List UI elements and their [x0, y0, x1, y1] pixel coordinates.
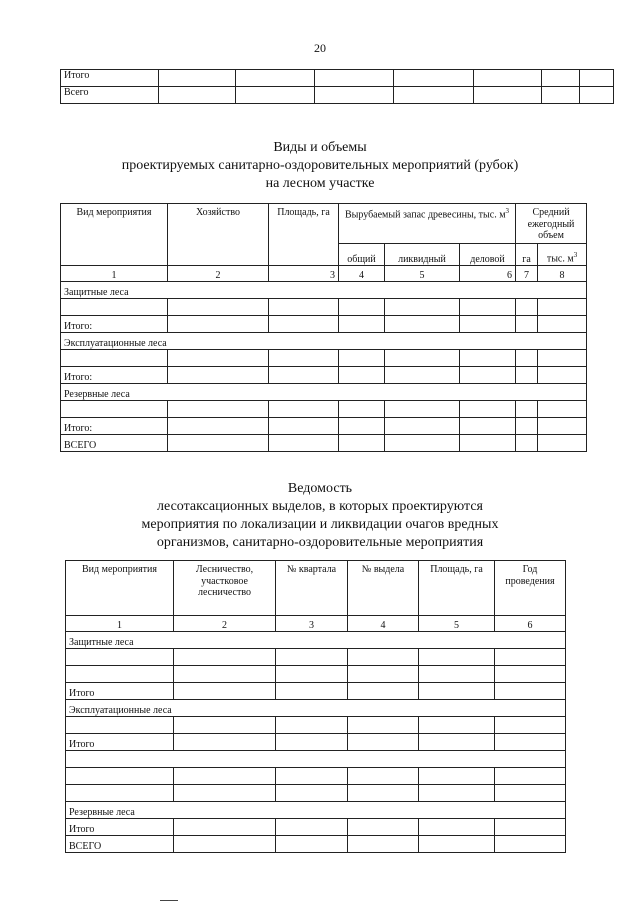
table-row: [61, 87, 614, 104]
col-header-total: общий: [339, 244, 385, 266]
table-row: [66, 819, 566, 836]
col-header-area: Площадь, га: [419, 561, 495, 616]
subtotal-label: Итого: [66, 734, 174, 751]
subtotal-label: Итого:: [61, 418, 168, 435]
col-header-business: деловой: [460, 244, 516, 266]
table-row: [66, 751, 566, 768]
carryover-table: [60, 69, 614, 104]
col-header-measure: Вид мероприятия: [61, 204, 168, 266]
section-operational: Эксплуатационные леса: [61, 333, 587, 350]
subtotal-label: Итого:: [61, 316, 168, 333]
section-reserve: Резервные леса: [61, 384, 587, 401]
col-header-plot: № выдела: [348, 561, 419, 616]
section-protective: Защитные леса: [66, 632, 566, 649]
col-header-volume-group: Вырубаемый запас древесины, тыс. $м^3$: [339, 204, 516, 244]
table-row: [61, 401, 587, 418]
subtotal-label: Итого: [66, 683, 174, 700]
col-header-measure: Вид мероприятия: [66, 561, 174, 616]
section-operational: Эксплуатационные леса: [66, 700, 566, 717]
table-row: [66, 768, 566, 785]
table-row: [66, 785, 566, 802]
col-header-annual-avg: Средний ежегодный объем: [516, 204, 587, 244]
table-row: [61, 299, 587, 316]
table-row: [66, 666, 566, 683]
table-row: [66, 717, 566, 734]
column-number-row: 1 2 3 4 5 6: [66, 616, 566, 632]
forest-plots-table: [65, 560, 566, 853]
table-row: [61, 435, 587, 452]
col-header-thousand-m3: тыс. $м^3$: [538, 244, 587, 266]
table-row: [66, 734, 566, 751]
col-header-liquid: ликвидный: [385, 244, 460, 266]
row-label: Итого: [61, 70, 159, 87]
col-header-farm: Хозяйство: [168, 204, 269, 266]
scan-mark: [160, 900, 178, 901]
table2-title: Ведомость лесотаксационных выделов, в которых проектируются мероприятия по локализации и ликвидации очагов вредных организмов, санитарно-оздоровительные мероприятия: [141, 481, 499, 550]
col-header-year: Год проведения: [495, 561, 566, 616]
table-row: [61, 350, 587, 367]
col-header-forestry: Лесничество, участковое лесничество: [174, 561, 276, 616]
col-header-quarter: № квартала: [276, 561, 348, 616]
table1-title: Виды и объемы проектируемых санитарно-оздоровительных мероприятий (рубок) на лесном участке: [121, 140, 519, 191]
col-header-area: Площадь, га: [269, 204, 339, 266]
column-number-row: 1 2 3 4 5 6 7 8: [61, 266, 587, 282]
subtotal-label: Итого:: [61, 367, 168, 384]
table-row: [61, 418, 587, 435]
table-row: [66, 836, 566, 853]
table-row: [61, 70, 614, 87]
page-number: 20: [314, 41, 326, 55]
table-row: [61, 367, 587, 384]
measures-volume-table: [60, 203, 587, 452]
subtotal-label: Итого: [66, 819, 174, 836]
total-label: ВСЕГО: [61, 435, 168, 452]
table-row: [66, 649, 566, 666]
col-header-ha: га: [516, 244, 538, 266]
table-row: [66, 683, 566, 700]
section-protective: Защитные леса: [61, 282, 587, 299]
section-reserve: Резервные леса: [66, 802, 566, 819]
table-row: [61, 316, 587, 333]
total-label: ВСЕГО: [66, 836, 174, 853]
row-label: Всего: [61, 87, 159, 104]
